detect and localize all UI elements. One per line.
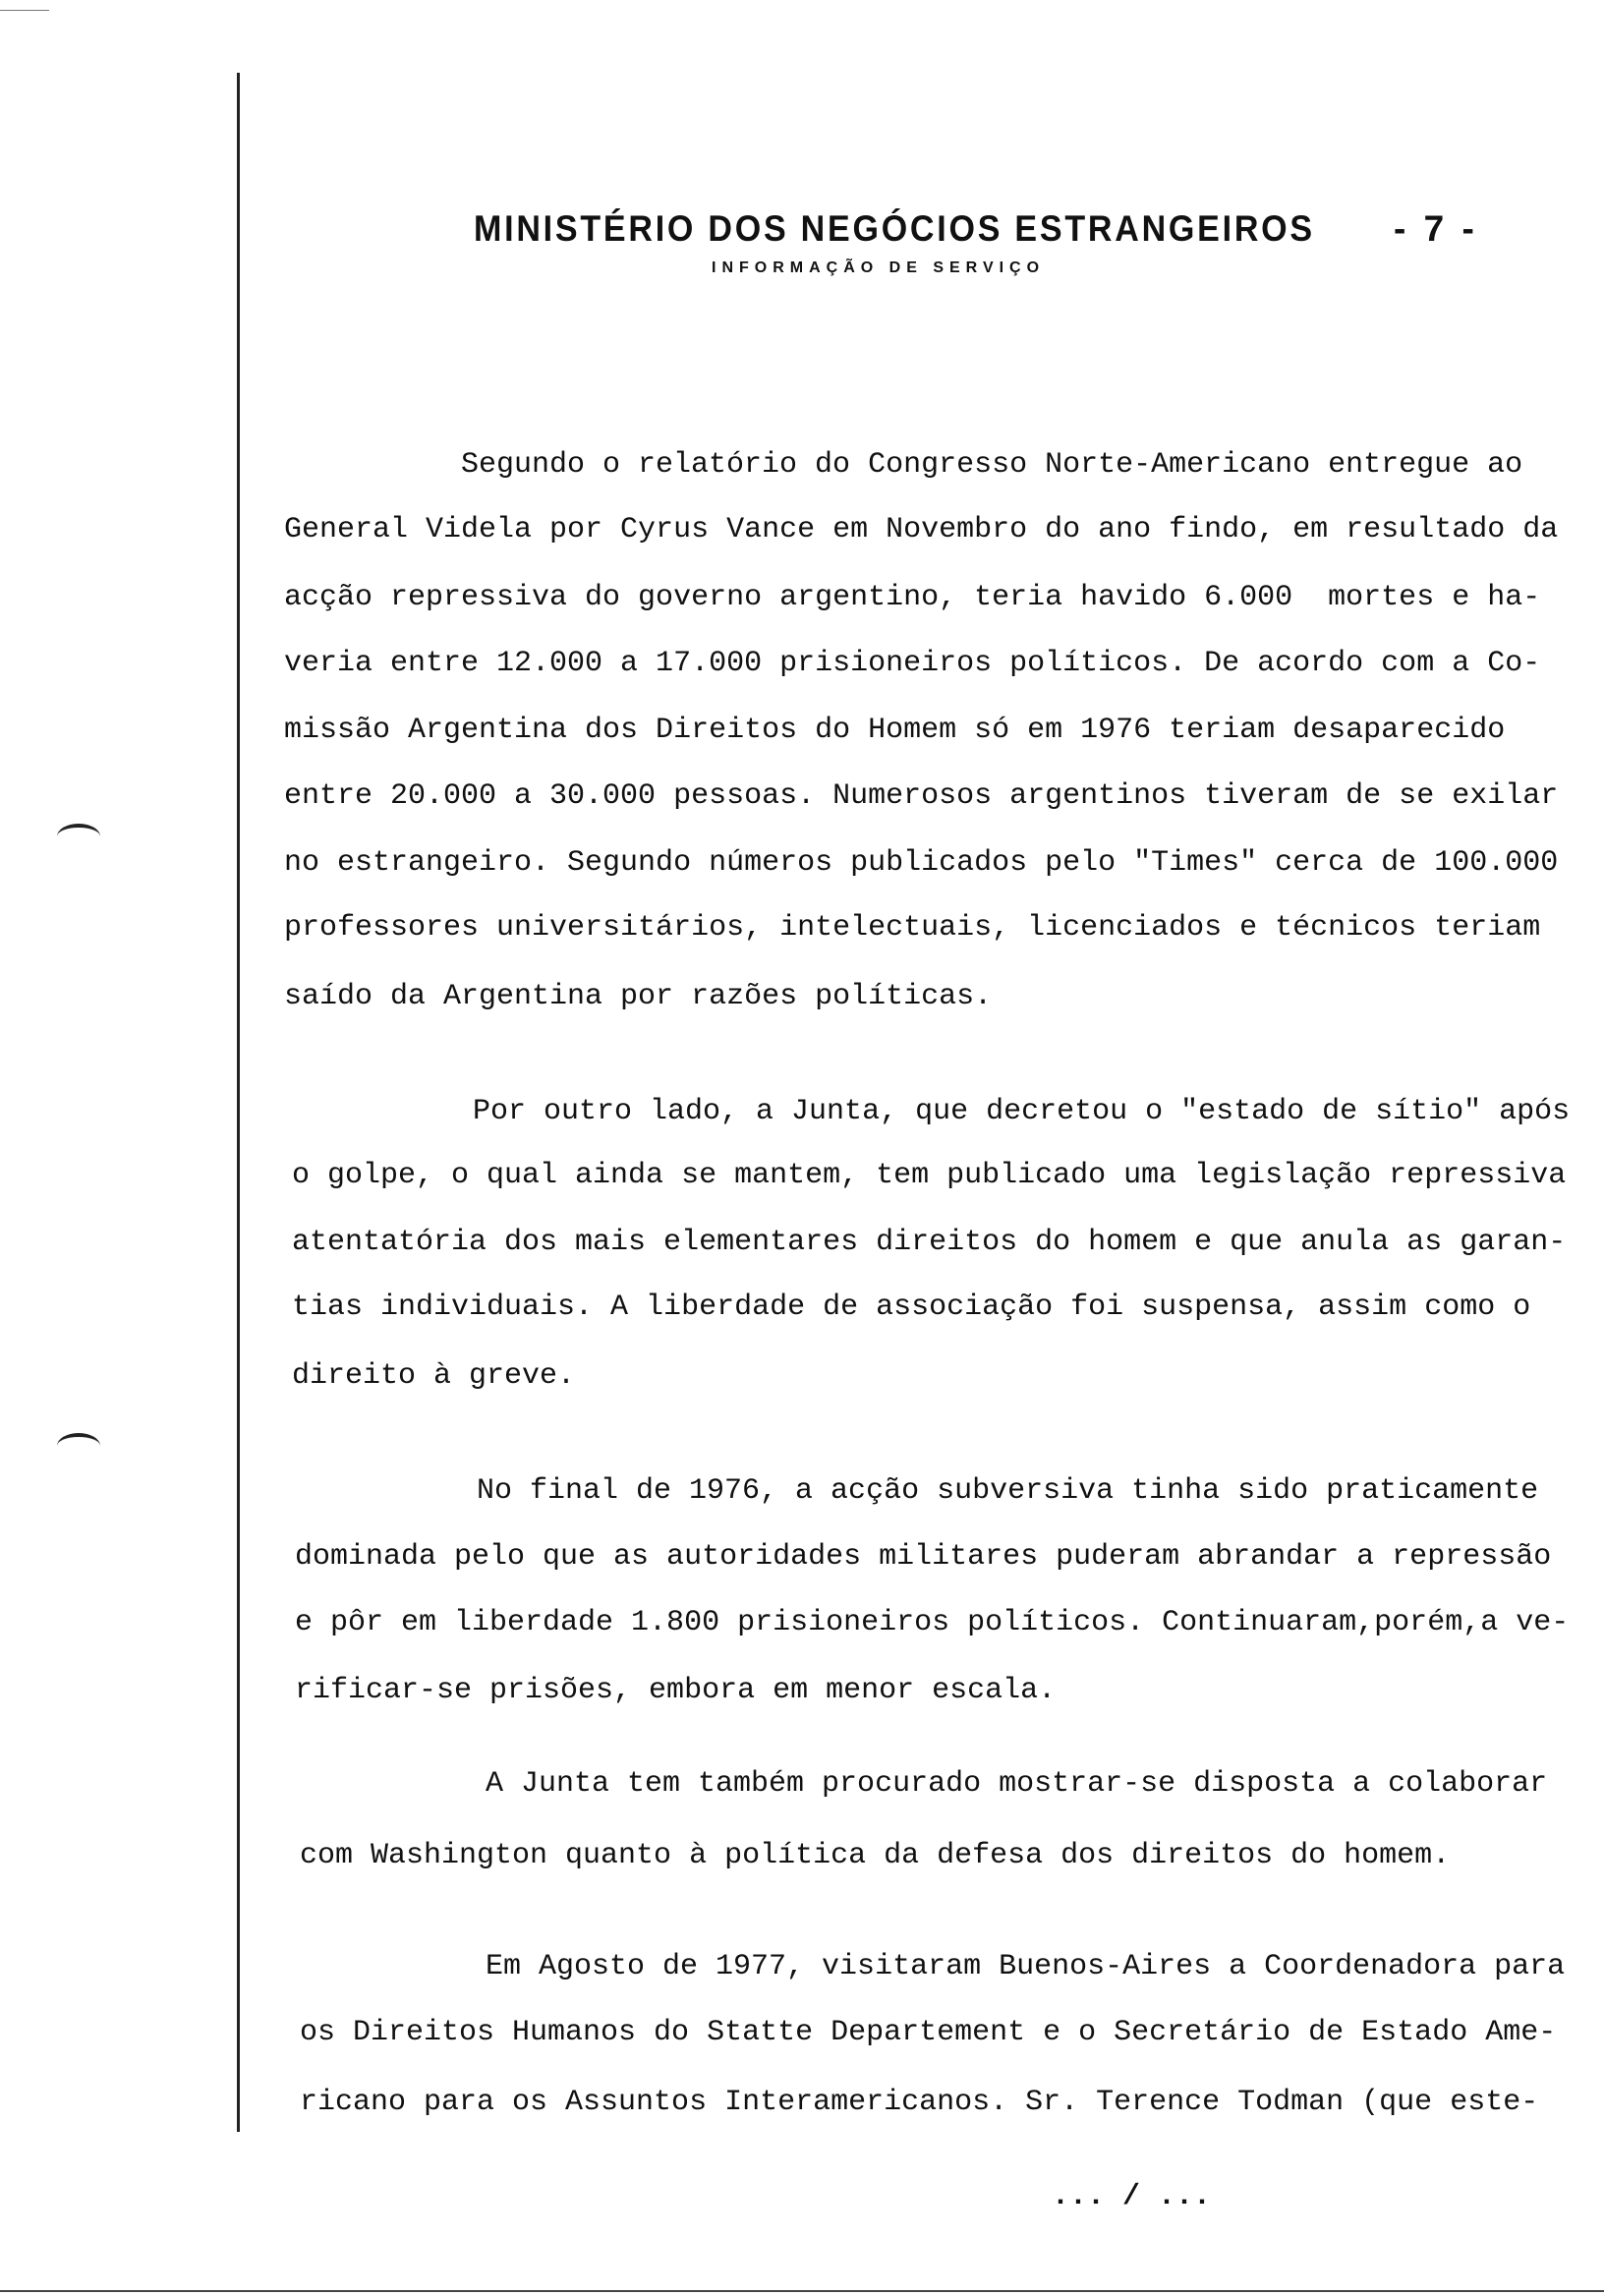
text-line: direito à greve. bbox=[292, 1359, 576, 1393]
text-line: Em Agosto de 1977, visitaram Buenos-Aires a Coordenadora para bbox=[486, 1950, 1566, 1983]
text-line: acção repressiva do governo argentino, teria havido 6.000 mortes e ha- bbox=[284, 581, 1541, 614]
text-line: General Videla por Cyrus Vance em Novembro do ano findo, em resultado da bbox=[284, 513, 1559, 546]
text-line: tias individuais. A liberdade de associação foi suspensa, assim como o bbox=[292, 1291, 1531, 1324]
text-line: rificar-se prisões, embora em menor escala. bbox=[295, 1674, 1057, 1707]
text-line: professores universitários, intelectuais, licenciados e técnicos teriam bbox=[284, 911, 1541, 945]
punch-hole-mark bbox=[57, 1433, 100, 1459]
margin-rule bbox=[237, 73, 240, 2132]
page-number: - 7 - bbox=[1394, 208, 1478, 249]
text-line: Por outro lado, a Junta, que decretou o "estado de sítio" após bbox=[473, 1095, 1571, 1128]
text-line: entre 20.000 a 30.000 pessoas. Numerosos argentinos tiveram de se exilar bbox=[284, 779, 1559, 813]
text-line: o golpe, o qual ainda se mantem, tem publicado uma legislação repressiva bbox=[292, 1159, 1567, 1192]
text-line: dominada pelo que as autoridades militares puderam abrandar a repressão bbox=[295, 1540, 1552, 1574]
punch-hole-mark bbox=[57, 824, 100, 849]
document-subtitle: INFORMAÇÃO DE SERVIÇO bbox=[712, 259, 1046, 276]
text-line: os Direitos Humanos do Statte Departement e o Secretário de Estado Ame- bbox=[300, 2016, 1557, 2049]
bottom-edge bbox=[0, 2290, 1604, 2292]
text-line: No final de 1976, a acção subversiva tinha sido praticamente bbox=[477, 1474, 1539, 1508]
text-line: com Washington quanto à política da defesa dos direitos do homem. bbox=[300, 1839, 1451, 1872]
text-line: e pôr em liberdade 1.800 prisioneiros políticos. Continuaram,porém,a ve- bbox=[295, 1606, 1570, 1639]
text-line: veria entre 12.000 a 17.000 prisioneiros políticos. De acordo com a Co- bbox=[284, 647, 1541, 680]
text-line: no estrangeiro. Segundo números publicados pelo "Times" cerca de 100.000 bbox=[284, 846, 1559, 880]
text-line: Segundo o relatório do Congresso Norte-Americano entregue ao bbox=[461, 448, 1523, 482]
text-line: ricano para os Assuntos Interamericanos. Sr. Terence Todman (que este- bbox=[300, 2086, 1539, 2119]
text-line: missão Argentina dos Direitos do Homem só em 1976 teriam desaparecido bbox=[284, 714, 1506, 747]
text-line: A Junta tem também procurado mostrar-se disposta a colaborar bbox=[486, 1767, 1548, 1801]
continuation-mark: ... / ... bbox=[1052, 2180, 1212, 2213]
text-line: atentatória dos mais elementares direitos do homem e que anula as garan- bbox=[292, 1226, 1567, 1259]
text-line: saído da Argentina por razões políticas. bbox=[284, 980, 993, 1013]
ministry-title: MINISTÉRIO DOS NEGÓCIOS ESTRANGEIROS bbox=[474, 208, 1315, 249]
scan-edge-mark bbox=[0, 10, 49, 11]
